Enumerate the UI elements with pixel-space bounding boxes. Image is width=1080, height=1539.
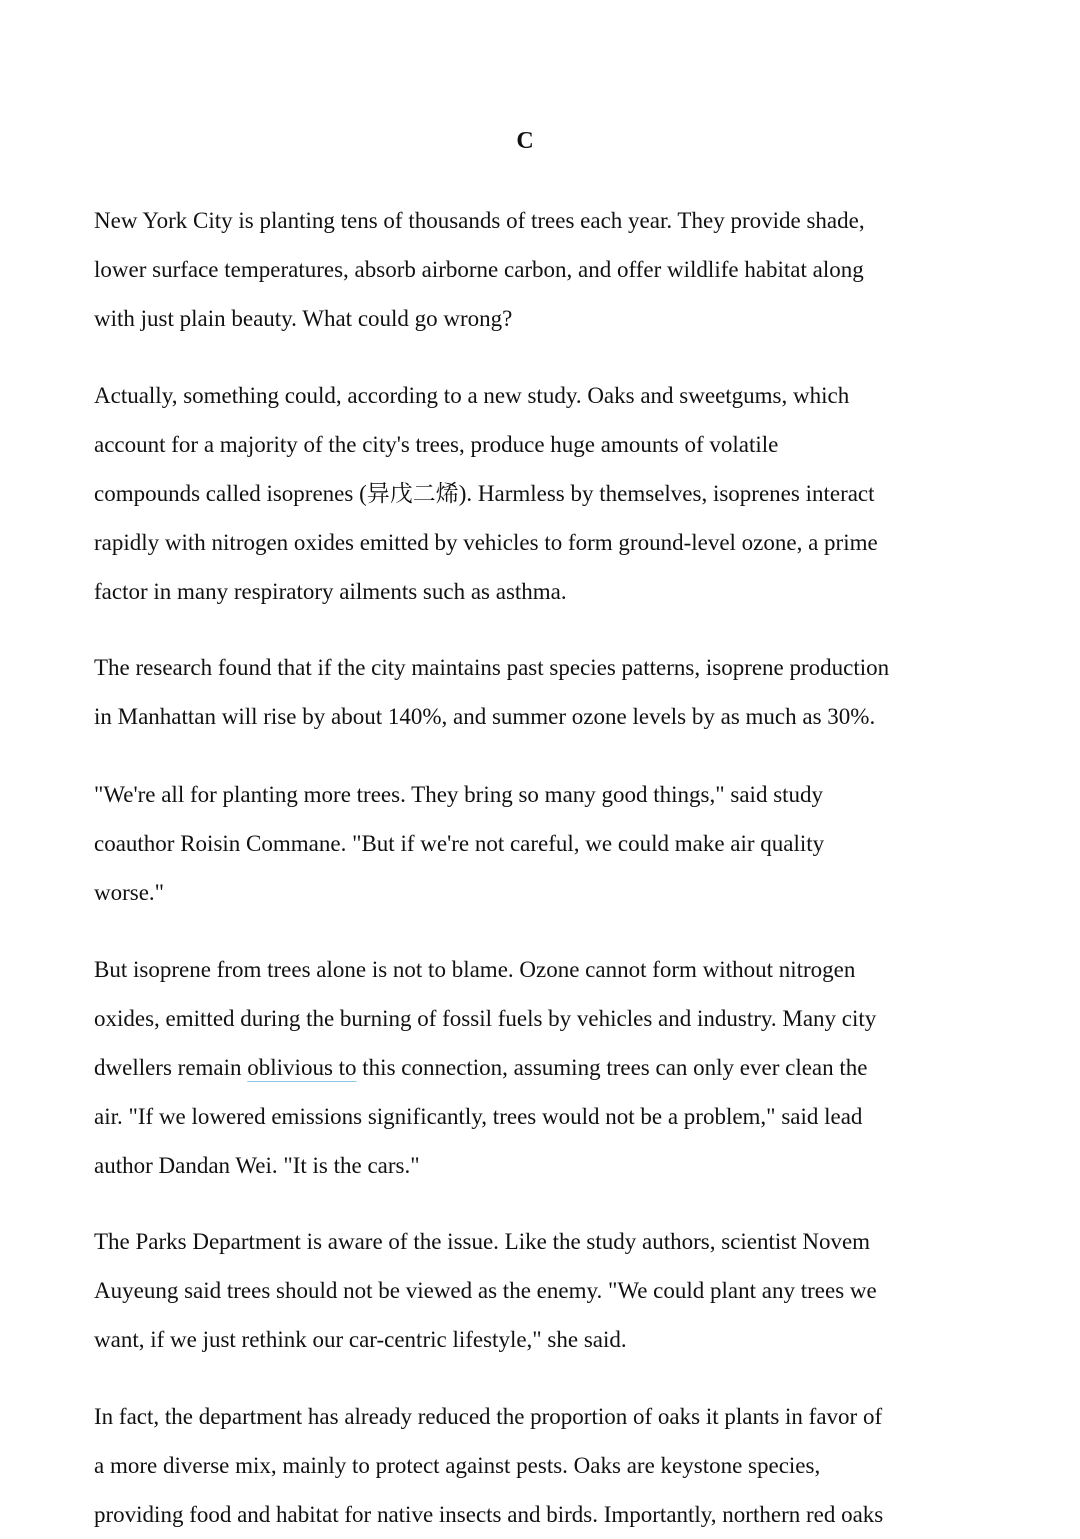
text-line: air. "If we lowered emissions significantly, trees would not be a problem," said lead — [94, 1104, 863, 1129]
underlined-phrase: oblivious to — [247, 1055, 357, 1080]
paragraph-2 — [94, 371, 878, 616]
text-line: "We're all for planting more trees. They bring so many good things," said study — [94, 782, 824, 807]
text-line: Actually, something could, according to a new study. Oaks and sweetgums, which — [94, 383, 850, 408]
text-line: The Parks Department is aware of the issue. Like the study authors, scientist Novem — [94, 1229, 871, 1254]
text-line: providing food and habitat for native insects and birds. Importantly, northern red oaks — [94, 1502, 884, 1527]
text-line: in Manhattan will rise by about 140%, and summer ozone levels by as much as 30%. — [94, 704, 876, 729]
paragraph-5 — [94, 945, 876, 1190]
text-line: factor in many respiratory ailments such as asthma. — [94, 579, 567, 604]
text-line: author Dandan Wei. "It is the cars." — [94, 1153, 420, 1178]
text-line: rapidly with nitrogen oxides emitted by vehicles to form ground-level ozone, a prime — [94, 530, 878, 555]
text-line: account for a majority of the city's trees, produce huge amounts of volatile — [94, 432, 779, 457]
text-line-with-underline — [94, 1043, 876, 1092]
text-line: Auyeung said trees should not be viewed as the enemy. "We could plant any trees we — [94, 1278, 877, 1303]
paragraph-3 — [94, 643, 889, 741]
text-line: lower surface temperatures, absorb airborne carbon, and offer wildlife habitat along — [94, 257, 864, 282]
text-line: coauthor Roisin Commane. "But if we're not careful, we could make air quality — [94, 831, 825, 856]
paragraph-1 — [94, 196, 865, 343]
text-line: compounds called isoprenes (异戊二烯). Harmless by themselves, isoprenes interact — [94, 481, 875, 506]
paragraph-4 — [94, 770, 824, 917]
text-segment: this connection, assuming trees can only ever clean the — [356, 1055, 868, 1080]
text-line: But isoprene from trees alone is not to blame. Ozone cannot form without nitrogen — [94, 957, 856, 982]
text-line: In fact, the department has already reduced the proportion of oaks it plants in favor of — [94, 1404, 883, 1429]
text-line: New York City is planting tens of thousands of trees each year. They provide shade, — [94, 208, 865, 233]
paragraph-7 — [94, 1392, 883, 1539]
text-line: oxides, emitted during the burning of fossil fuels by vehicles and industry. Many city — [94, 1006, 877, 1031]
text-line: want, if we just rethink our car-centric lifestyle," she said. — [94, 1327, 627, 1352]
text-segment: dwellers remain — [94, 1055, 248, 1080]
text-line: a more diverse mix, mainly to protect against pests. Oaks are keystone species, — [94, 1453, 821, 1478]
passage-heading: C — [516, 128, 534, 154]
text-line: The research found that if the city maintains past species patterns, isoprene production — [94, 655, 890, 680]
paragraph-6 — [94, 1217, 877, 1364]
text-line: worse." — [94, 880, 165, 905]
text-line: with just plain beauty. What could go wrong? — [94, 306, 513, 331]
